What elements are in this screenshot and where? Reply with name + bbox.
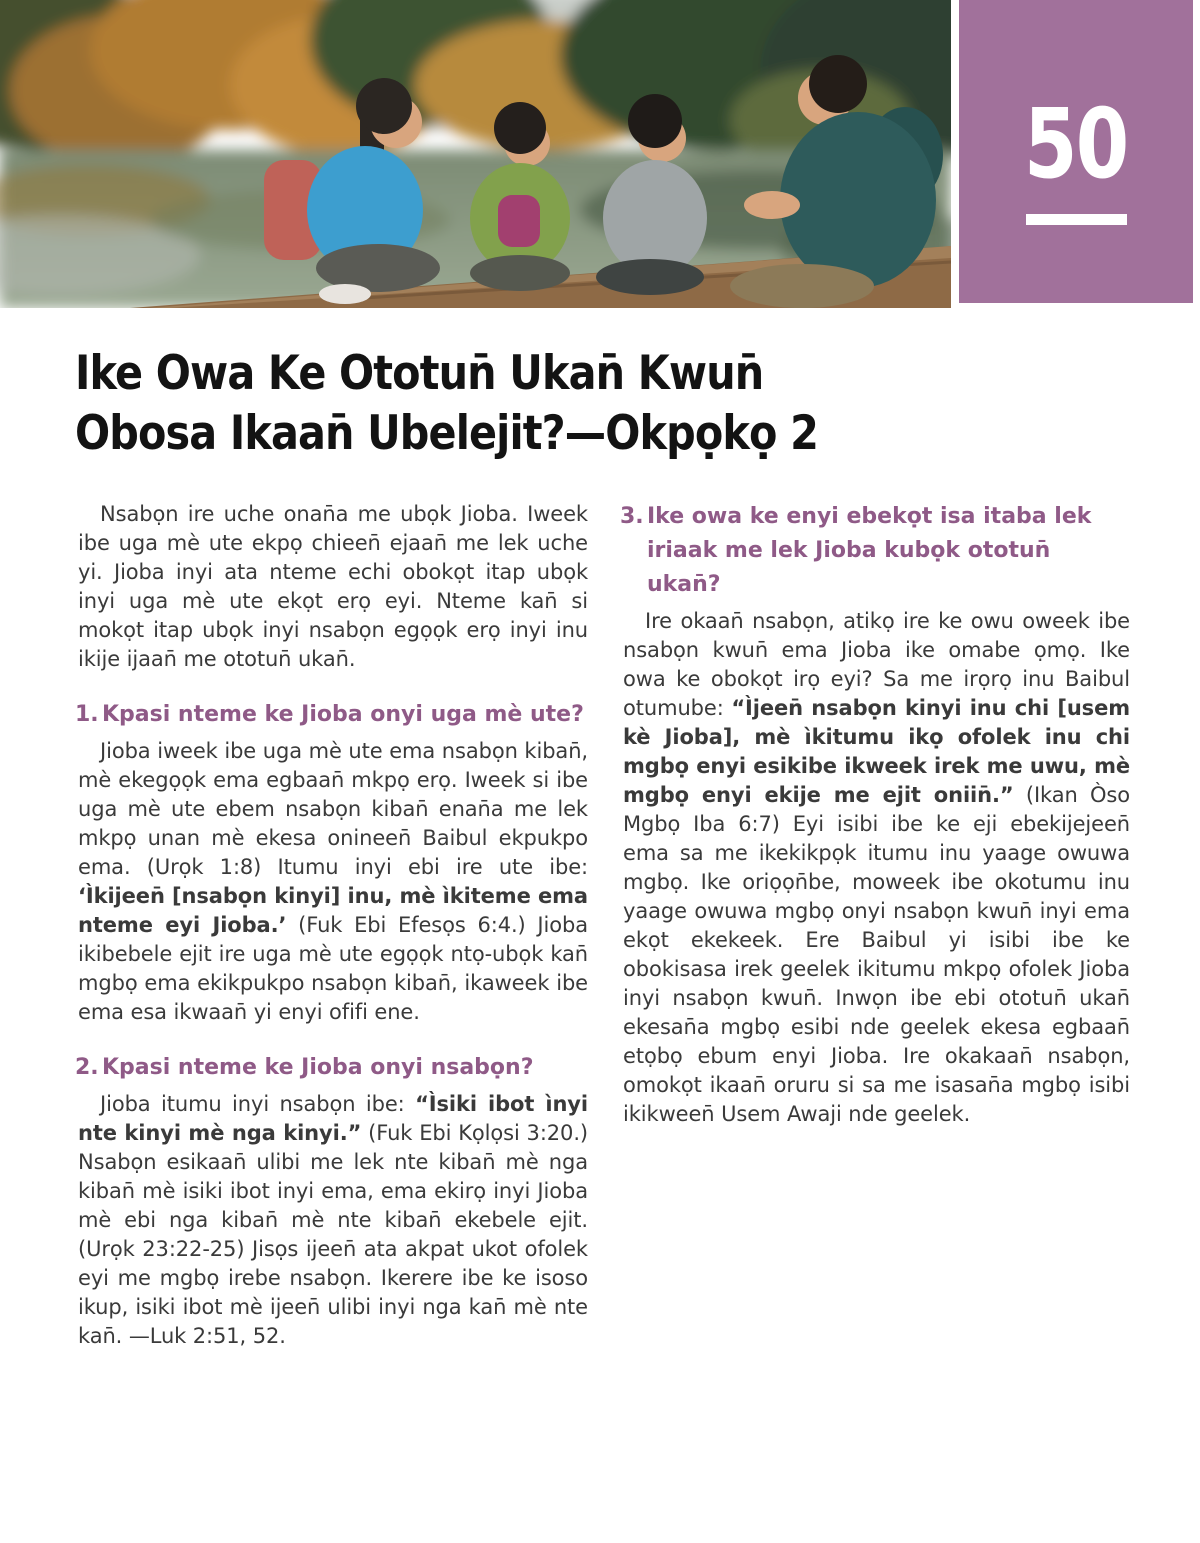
question-3-paragraph: Ire okaan̄ nsabọn, atikọ ire ke owu oweek ibe nsabọn kwun̄ ema Jioba ike omabe ọmọ. Ike owa ke obokọt irọ eyi? Sa me irọrọ inu Baibul otumube: “Ìjeen̄ nsabọn kinyi inu chi [usem kè Jioba], mè ìkitumu ikọ ofolek inu chi mgbọ enyi esikibe ikweek irek me uwu, mè mgbọ enyi ekije me ejit oniin̄.” (Ikan Òso Mgbọ Iba 6:7) Eyi isibi ibe ke eji ebekijejeen̄ ema sa me ikekikpọk itumu inu yaage owuwa mgbọ. Ike oriọọn̄be, moweek ibe okotumu inu yaage owuwa mgbọ onyi nsabọn kwun̄ inyi ema ekọt ekekeek. Ere Baibul yi isibi ibe ke obokisasa irek geelek ikitumu mkpọ ofolek Jioba inyi nsabọn kwun̄. Inwọn ibe ebi ototun̄ ukan̄ ekesan̄a mgbọ esibi nde geelek ekesa egbaan̄ etọbọ ebum enyi Jioba. Ire okakaan̄ nsabọn, omokọt ikaan̄ oruru si sa me isasan̄a mgbọ isibi ikikween̄ Usem Awaji nde geelek.: [623, 609, 1131, 1126]
question-1-number: 1.: [75, 702, 99, 727]
page-title: [75, 344, 999, 464]
lesson-number-underline: [1026, 214, 1127, 225]
question-3-heading: [620, 500, 1130, 602]
question-2-heading: [75, 1051, 588, 1085]
lesson-number: 50: [1024, 88, 1128, 200]
question-1-text: Kpasi nteme ke Jioba onyi uga mè ute?: [102, 702, 584, 727]
page-title-line-2: Obosa Ikaan̄ Ubelejit?—Okpọkọ 2: [75, 406, 819, 461]
lesson-number-badge: [959, 0, 1193, 303]
family-by-autumn-lake-photo: [0, 0, 951, 308]
question-2-text: Kpasi nteme ke Jioba onyi nsabọn?: [102, 1055, 534, 1080]
question-2-number: 2.: [75, 1055, 99, 1080]
question-3-text: Ike owa ke enyi ebekọt isa itaba lek iriaak me lek Jioba kubọk ototun̄ ukan̄?: [647, 504, 1092, 597]
left-column: [75, 500, 588, 1351]
question-3-number: 3.: [620, 504, 644, 529]
page-title-line-1: Ike Owa Ke Ototun̄ Ukan̄ Kwun̄: [75, 346, 764, 401]
question-2-paragraph: Jioba itumu inyi nsabọn ibe: “Ìsiki ibot ìnyi nte kinyi mè nga kinyi.” (Fuk Ebi Kọlọsi 3:20.) Nsabọn esikaan̄ ulibi me lek nte kiban̄ mè nga kiban̄ mè isiki ibot inyi ema, ema ekirọ inyi Jioba mè ebi nga kiban̄ mè nte kiban̄ ekebele ejit. (Urọk 23:22-25) Jisọs ijeen̄ ata akpat ukot ofolek eyi me mgbọ irebe nsabọn. Ikerere ibe ke isoso ikup, isiki ibot mè ijeen̄ ulibi inyi nga kan̄ mè nte kan̄. —Luk 2:51, 52.: [78, 1092, 588, 1348]
right-column: [620, 500, 1130, 1129]
question-1-heading: [75, 698, 588, 732]
question-1-paragraph: Jioba iweek ibe uga mè ute ema nsabọn kiban̄, mè ekegọọk ema egbaan̄ mkpọ erọ. Iweek si ibe uga mè ute ebem nsabọn kiban̄ enan̄a me lek mkpọ unan mè ekesa onineen̄ Baibul ekpukpo ema. (Urọk 1:8) Itumu inyi ebi ire ute ibe: ‘Ìkijeen̄ [nsabọn kinyi] inu, mè ìkiteme ema nteme eyi Jioba.’ (Fuk Ebi Efesọs 6:4.) Jioba ikibebele ejit ire uga mè ute egọọk ntọ-ubọk kan̄ mgbọ ema ekikpukpo nsabọn kiban̄, ikaweek ibe ema esa ikwaan̄ yi enyi ofifi ene.: [78, 739, 588, 1024]
intro-paragraph: Nsabọn ire uche onan̄a me ubọk Jioba. Iweek ibe uga mè ute ekpọ chieen̄ ejaan̄ me lek uche yi. Jioba inyi ata nteme echi obokọt itap ubọk inyi uga mè ute ekọt erọ eyi. Nteme kan̄ si mokọt itap ubọk inyi nsabọn egọọk erọ inyi inu ikije ijaan̄ me ototun̄ ukan̄.: [78, 502, 588, 671]
